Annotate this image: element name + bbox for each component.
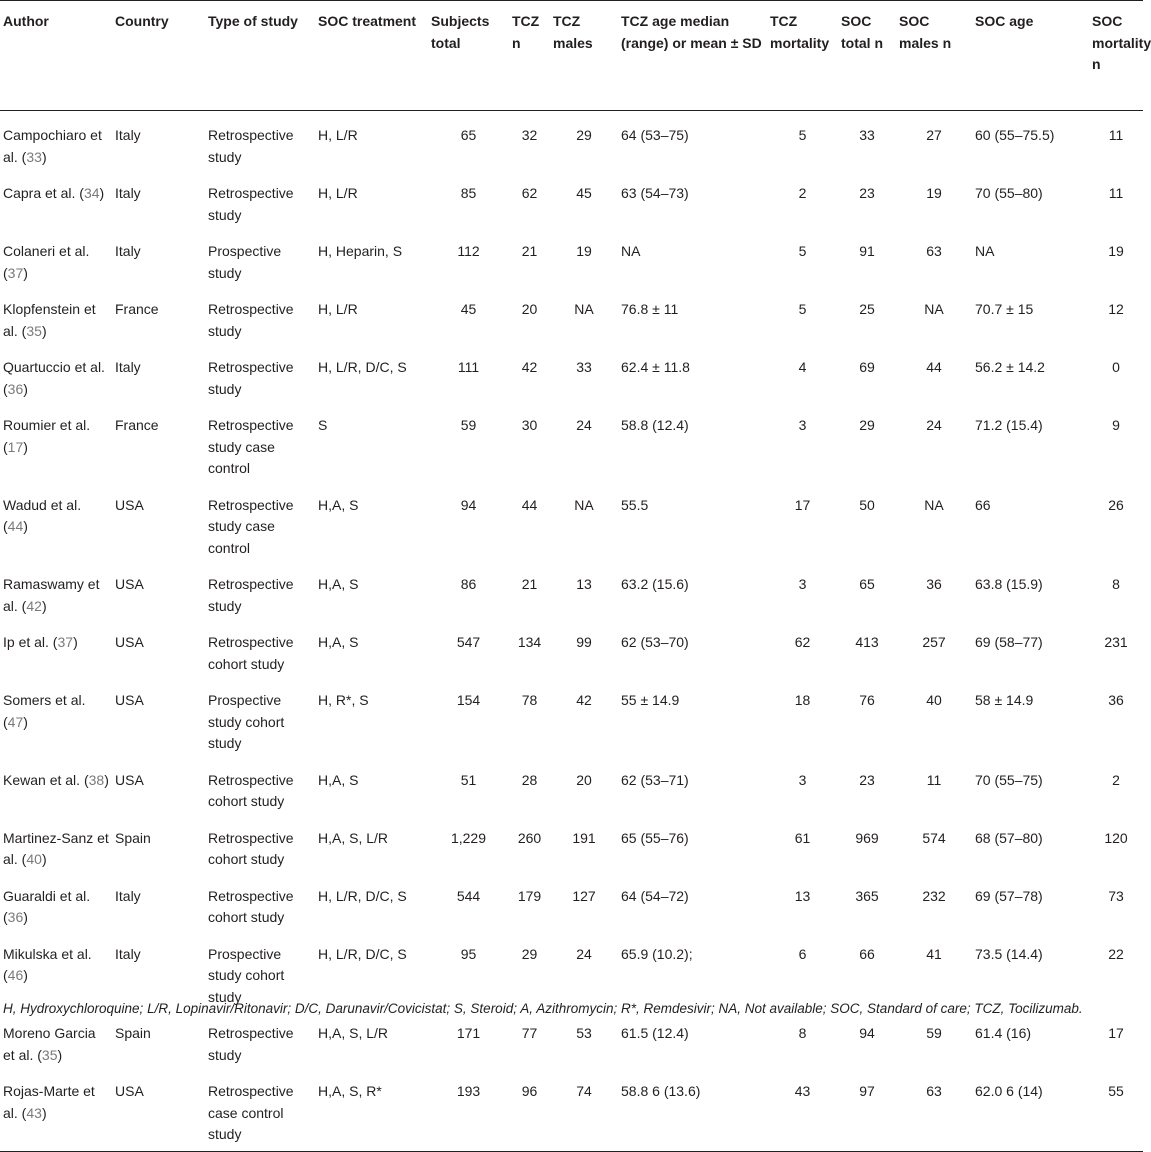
tcz-n-cell: 29 bbox=[521, 945, 538, 962]
tcz-n-cell: 30 bbox=[521, 417, 538, 433]
author-name: Wadud et al. bbox=[3, 496, 82, 513]
soc-males-cell: 232 bbox=[922, 887, 946, 904]
tcz-age-cell: 65 (55–76) bbox=[621, 829, 689, 846]
subjects-cell: 86 bbox=[460, 576, 477, 592]
author-cell: Somers et al. (47) bbox=[3, 692, 86, 730]
soc-n-cell: 969 bbox=[855, 829, 879, 846]
tcz-males-cell: 13 bbox=[576, 576, 592, 592]
tcz-age-cell: 76.8 ± 11 bbox=[621, 301, 679, 317]
tcz-males-cell: 24 bbox=[576, 945, 592, 962]
tcz-age-cell: 63 (54–73) bbox=[621, 185, 689, 201]
tcz-males-cell: 33 bbox=[576, 359, 592, 375]
table-row bbox=[0, 622, 1143, 680]
author-cell: Martinez-Sanz et al. (40) bbox=[3, 829, 109, 867]
tcz-age-cell: 64 (54–72) bbox=[621, 887, 689, 904]
soc-treatment-cell: H, L/R bbox=[318, 185, 358, 201]
type-cell: Prospective study cohort study bbox=[208, 945, 285, 1005]
tcz-mortality-cell: 3 bbox=[798, 417, 807, 433]
column-header: TCZ males bbox=[550, 1, 618, 111]
soc-mortality-cell: 11 bbox=[1108, 185, 1124, 201]
soc-age-cell: 70.7 ± 15 bbox=[975, 301, 1034, 317]
reference-link[interactable]: 42 bbox=[26, 597, 42, 614]
soc-mortality-cell: 2 bbox=[1112, 771, 1120, 788]
soc-mortality-cell: 73 bbox=[1108, 887, 1124, 904]
soc-age-cell: 73.5 (14.4) bbox=[975, 945, 1043, 962]
author-name: Guaraldi et al. bbox=[3, 887, 91, 904]
table-row bbox=[0, 347, 1143, 405]
tcz-age-cell: 55.5 bbox=[621, 496, 649, 513]
soc-n-cell: 50 bbox=[859, 496, 875, 513]
author-cell: Campochiaro et al. (33) bbox=[3, 127, 102, 165]
column-header: SOC age bbox=[972, 1, 1089, 111]
soc-males-cell: NA bbox=[924, 301, 944, 317]
soc-males-cell: 59 bbox=[926, 1025, 942, 1041]
type-cell: Retrospective study case control bbox=[208, 496, 294, 556]
soc-age-cell: 63.8 (15.9) bbox=[975, 576, 1043, 592]
country-cell: USA bbox=[115, 496, 144, 513]
subjects-cell: 171 bbox=[456, 1025, 481, 1041]
subjects-cell: 94 bbox=[460, 496, 477, 513]
reference-link[interactable]: 37 bbox=[7, 264, 24, 281]
soc-males-cell: 36 bbox=[926, 576, 942, 592]
column-header: SOC mortality n bbox=[1089, 1, 1143, 111]
tcz-males-cell: 29 bbox=[576, 127, 592, 143]
reference-link[interactable]: 46 bbox=[7, 967, 24, 983]
subjects-cell: 112 bbox=[457, 243, 480, 259]
author-name: Quartuccio et al. bbox=[3, 359, 105, 375]
soc-n-cell: 66 bbox=[859, 945, 875, 962]
subjects-cell: 544 bbox=[456, 887, 481, 904]
country-cell: Spain bbox=[115, 1025, 151, 1041]
subjects-cell: 547 bbox=[456, 634, 481, 650]
tcz-n-cell: 21 bbox=[521, 576, 538, 592]
soc-treatment-cell: H,A, S, L/R bbox=[318, 1025, 389, 1041]
tcz-age-cell: 58.8 6 (13.6) bbox=[618, 1071, 767, 1151]
soc-age-cell: NA bbox=[975, 243, 995, 259]
reference-link[interactable]: 37 bbox=[57, 634, 74, 650]
soc-mortality-cell: 8 bbox=[1112, 576, 1120, 592]
table-row bbox=[0, 289, 1143, 347]
subjects-cell: 59 bbox=[460, 417, 477, 433]
tcz-males-cell: 99 bbox=[576, 634, 592, 650]
soc-mortality-cell: 120 bbox=[1104, 829, 1128, 846]
table-header-row bbox=[0, 1, 1143, 111]
soc-mortality-cell: 11 bbox=[1108, 127, 1124, 143]
soc-mortality-cell: 0 bbox=[1112, 359, 1120, 375]
author-name: Rojas-Marte et al. bbox=[3, 1083, 95, 1121]
tcz-n-cell: 32 bbox=[521, 127, 538, 143]
tcz-males-cell: 74 bbox=[550, 1071, 618, 1151]
author-cell: Roumier et al. (17) bbox=[3, 417, 91, 455]
reference-link[interactable]: 43 bbox=[26, 1104, 42, 1121]
type-cell: Retrospective study bbox=[208, 185, 294, 223]
tcz-age-cell: 61.5 (12.4) bbox=[621, 1025, 689, 1041]
soc-mortality-cell: 22 bbox=[1108, 945, 1124, 962]
soc-n-cell: 29 bbox=[859, 417, 875, 433]
subjects-cell: 111 bbox=[457, 359, 480, 375]
soc-age-cell: 61.4 (16) bbox=[975, 1025, 1032, 1041]
tcz-males-cell: 45 bbox=[576, 185, 592, 201]
soc-males-cell: 19 bbox=[926, 185, 942, 201]
soc-n-cell: 94 bbox=[859, 1025, 875, 1041]
table-row bbox=[0, 680, 1143, 760]
author-name: Ramaswamy et al. bbox=[3, 576, 100, 614]
soc-n-cell: 25 bbox=[859, 301, 875, 317]
type-cell: Retrospective cohort study bbox=[208, 887, 294, 925]
table-row bbox=[0, 111, 1143, 174]
author-name: Ip et al. bbox=[3, 634, 49, 650]
reference-link[interactable]: 47 bbox=[7, 713, 24, 730]
soc-males-cell: 63 bbox=[896, 1071, 972, 1151]
table-body bbox=[0, 111, 1143, 1152]
author-name: Kewan et al. bbox=[3, 771, 81, 788]
author-name: Martinez-Sanz et al. bbox=[3, 829, 109, 867]
soc-age-cell: 66 bbox=[975, 496, 991, 513]
tcz-n-cell: 179 bbox=[517, 887, 542, 904]
soc-males-cell: 40 bbox=[926, 692, 942, 708]
soc-treatment-cell: H, L/R, D/C, S bbox=[318, 359, 407, 375]
type-cell: Prospective study bbox=[208, 243, 282, 281]
tcz-males-cell: 24 bbox=[576, 417, 592, 433]
country-cell: USA bbox=[115, 771, 144, 788]
reference-link[interactable]: 34 bbox=[83, 185, 100, 201]
type-cell: Retrospective study bbox=[208, 359, 294, 397]
soc-n-cell: 65 bbox=[859, 576, 875, 592]
country-cell: Italy bbox=[115, 945, 141, 962]
subjects-cell: 95 bbox=[460, 945, 477, 962]
soc-males-cell: 574 bbox=[922, 829, 946, 846]
tcz-age-cell: 62 (53–70) bbox=[621, 634, 689, 650]
soc-treatment-cell: H, L/R, D/C, S bbox=[318, 887, 407, 904]
reference-link[interactable]: 36 bbox=[7, 909, 24, 925]
tcz-age-cell: 62.4 ± 11.8 bbox=[621, 359, 690, 375]
soc-males-cell: 63 bbox=[926, 243, 942, 259]
reference-link[interactable]: 33 bbox=[26, 148, 42, 165]
tcz-mortality-cell: 13 bbox=[794, 887, 811, 904]
tcz-males-cell: 191 bbox=[572, 829, 596, 846]
soc-mortality-cell: 19 bbox=[1108, 243, 1124, 259]
subjects-cell: 51 bbox=[460, 771, 477, 788]
subjects-cell: 85 bbox=[460, 185, 477, 201]
soc-males-cell: 257 bbox=[922, 634, 946, 650]
tcz-mortality-cell: 2 bbox=[798, 185, 807, 201]
tcz-age-cell: 55 ± 14.9 bbox=[621, 692, 680, 708]
country-cell: Italy bbox=[115, 887, 141, 904]
table-row bbox=[0, 231, 1143, 289]
tcz-males-cell: 19 bbox=[576, 243, 592, 259]
tcz-mortality-cell: 17 bbox=[794, 496, 811, 513]
author-name: Campochiaro et al. bbox=[3, 127, 102, 165]
tcz-age-cell: NA bbox=[621, 243, 641, 259]
reference-link[interactable]: 36 bbox=[7, 380, 24, 397]
author-cell: Quartuccio et al. (36) bbox=[3, 359, 105, 397]
table-row bbox=[0, 1071, 1143, 1151]
soc-n-cell: 365 bbox=[855, 887, 879, 904]
tcz-mortality-cell: 5 bbox=[798, 243, 807, 259]
soc-males-cell: 11 bbox=[926, 771, 942, 788]
soc-n-cell: 23 bbox=[859, 185, 875, 201]
author-name: Colaneri et al. bbox=[3, 243, 90, 259]
tcz-mortality-cell: 61 bbox=[794, 829, 811, 846]
country-cell: Italy bbox=[115, 243, 141, 259]
table-footnote: H, Hydroxychloroquine; L/R, Lopinavir/Ritonavir; D/C, Darunavir/Covicistat; S, Steroid; A, Azithromycin; R*, Remdesivir; NA, Not available; SOC, Standard of care; TCZ, Tocilizumab. bbox=[3, 1001, 1083, 1016]
tcz-n-cell: 42 bbox=[521, 359, 538, 375]
tcz-n-cell: 20 bbox=[521, 301, 538, 317]
soc-age-cell: 62.0 6 (14) bbox=[972, 1071, 1089, 1151]
tcz-males-cell: NA bbox=[574, 496, 594, 513]
soc-treatment-cell: H, L/R bbox=[318, 127, 358, 143]
column-header: Author bbox=[0, 1, 112, 111]
subjects-cell: 193 bbox=[428, 1071, 509, 1151]
country-cell: USA bbox=[112, 1071, 205, 1151]
tcz-mortality-cell: 43 bbox=[767, 1071, 838, 1151]
soc-age-cell: 60 (55–75.5) bbox=[975, 127, 1055, 143]
table-row bbox=[0, 760, 1143, 818]
soc-treatment-cell: H,A, S, R* bbox=[315, 1071, 428, 1151]
country-cell: USA bbox=[115, 576, 144, 592]
table-row bbox=[0, 485, 1143, 565]
type-cell: Retrospective study case control bbox=[208, 417, 294, 476]
soc-age-cell: 70 (55–75) bbox=[975, 771, 1043, 788]
country-cell: USA bbox=[115, 634, 144, 650]
reference-link[interactable]: 44 bbox=[7, 518, 24, 534]
author-cell: Wadud et al. (44) bbox=[3, 496, 82, 534]
author-name: Mikulska et al. bbox=[3, 945, 92, 962]
soc-treatment-cell: H, R*, S bbox=[318, 692, 369, 708]
column-header: Type of study bbox=[205, 1, 315, 111]
soc-treatment-cell: S bbox=[318, 417, 328, 433]
column-header: TCZ age median (range) or mean ± SD bbox=[618, 1, 767, 111]
soc-n-cell: 33 bbox=[859, 127, 875, 143]
author-cell: Rojas-Marte et al. (43) bbox=[0, 1071, 112, 1151]
soc-treatment-cell: H, L/R bbox=[318, 301, 358, 317]
column-header: SOC treatment bbox=[315, 1, 428, 111]
tcz-n-cell: 62 bbox=[521, 185, 538, 201]
country-cell: France bbox=[115, 417, 159, 433]
author-cell: Ramaswamy et al. (42) bbox=[3, 576, 100, 614]
type-cell: Retrospective study bbox=[208, 301, 294, 339]
soc-treatment-cell: H,A, S bbox=[318, 634, 359, 650]
soc-age-cell: 71.2 (15.4) bbox=[975, 417, 1043, 433]
tcz-males-cell: 20 bbox=[576, 771, 592, 788]
soc-age-cell: 69 (58–77) bbox=[975, 634, 1043, 650]
type-cell: Retrospective case control study bbox=[205, 1071, 315, 1151]
tcz-n-cell: 96 bbox=[509, 1071, 550, 1151]
country-cell: Spain bbox=[115, 829, 151, 846]
soc-n-cell: 91 bbox=[859, 243, 875, 259]
tcz-males-cell: 127 bbox=[572, 887, 596, 904]
column-header: Country bbox=[112, 1, 205, 111]
table-row bbox=[0, 876, 1143, 934]
author-cell: Ip et al. (37) bbox=[3, 634, 78, 650]
tcz-males-cell: 53 bbox=[576, 1025, 592, 1041]
country-cell: USA bbox=[115, 692, 144, 708]
tcz-age-cell: 62 (53–71) bbox=[621, 771, 689, 788]
tcz-n-cell: 78 bbox=[521, 692, 538, 708]
tcz-males-cell: 42 bbox=[576, 692, 592, 708]
tcz-n-cell: 134 bbox=[517, 634, 542, 650]
soc-mortality-cell: 231 bbox=[1104, 634, 1128, 650]
author-cell: Colaneri et al. (37) bbox=[3, 243, 90, 281]
author-name: Capra et al. bbox=[3, 185, 76, 201]
author-cell: Capra et al. (34) bbox=[3, 185, 105, 201]
soc-males-cell: 24 bbox=[926, 417, 942, 433]
column-header: SOC total n bbox=[838, 1, 896, 111]
country-cell: France bbox=[115, 301, 159, 317]
column-header: Subjects total bbox=[428, 1, 509, 111]
author-cell: Kewan et al. (38) bbox=[3, 771, 109, 788]
reference-link[interactable]: 40 bbox=[26, 851, 42, 867]
author-name: Somers et al. bbox=[3, 692, 86, 708]
country-cell: Italy bbox=[115, 359, 141, 375]
soc-mortality-cell: 55 bbox=[1089, 1071, 1143, 1151]
reference-link[interactable]: 17 bbox=[7, 438, 24, 455]
tcz-n-cell: 44 bbox=[521, 496, 538, 513]
tcz-age-cell: 65.9 (10.2); bbox=[621, 945, 693, 962]
soc-n-cell: 97 bbox=[838, 1071, 896, 1151]
tcz-mortality-cell: 3 bbox=[798, 576, 807, 592]
soc-males-cell: 44 bbox=[926, 359, 942, 375]
subjects-cell: 154 bbox=[456, 692, 481, 708]
tcz-age-cell: 63.2 (15.6) bbox=[621, 576, 689, 592]
soc-age-cell: 58 ± 14.9 bbox=[975, 692, 1034, 708]
soc-males-cell: 41 bbox=[926, 945, 942, 962]
type-cell: Retrospective cohort study bbox=[208, 771, 294, 809]
soc-age-cell: 56.2 ± 14.2 bbox=[975, 359, 1045, 375]
type-cell: Retrospective study bbox=[208, 576, 294, 614]
soc-age-cell: 70 (55–80) bbox=[975, 185, 1043, 201]
subjects-cell: 1,229 bbox=[450, 829, 487, 846]
type-cell: Retrospective study bbox=[208, 1025, 294, 1063]
soc-n-cell: 69 bbox=[859, 359, 875, 375]
table-row bbox=[0, 173, 1143, 231]
table-row bbox=[0, 405, 1143, 485]
soc-mortality-cell: 26 bbox=[1108, 496, 1124, 513]
tcz-mortality-cell: 5 bbox=[798, 301, 807, 317]
reference-link[interactable]: 38 bbox=[88, 771, 105, 788]
table-row bbox=[0, 564, 1143, 622]
column-header: TCZ n bbox=[509, 1, 550, 111]
tcz-n-cell: 77 bbox=[521, 1025, 538, 1041]
subjects-cell: 65 bbox=[460, 127, 477, 143]
soc-males-cell: NA bbox=[924, 496, 944, 513]
type-cell: Retrospective study bbox=[208, 127, 294, 165]
tcz-n-cell: 260 bbox=[517, 829, 542, 846]
soc-n-cell: 76 bbox=[859, 692, 875, 708]
type-cell: Retrospective cohort study bbox=[208, 634, 294, 672]
soc-n-cell: 413 bbox=[855, 634, 879, 650]
tcz-mortality-cell: 8 bbox=[798, 1025, 807, 1041]
soc-n-cell: 23 bbox=[859, 771, 875, 788]
tcz-mortality-cell: 5 bbox=[798, 127, 807, 143]
author-name: Klopfenstein et al. bbox=[3, 301, 96, 339]
column-header: SOC males n bbox=[896, 1, 972, 111]
author-cell: Mikulska et al. (46) bbox=[3, 945, 92, 983]
tcz-males-cell: NA bbox=[574, 301, 594, 317]
author-name: Roumier et al. bbox=[3, 417, 91, 433]
country-cell: Italy bbox=[115, 185, 141, 201]
tcz-n-cell: 28 bbox=[521, 771, 538, 788]
author-cell: Klopfenstein et al. (35) bbox=[3, 301, 96, 339]
author-name: Moreno Garcia et al. bbox=[3, 1025, 96, 1063]
soc-males-cell: 27 bbox=[926, 127, 942, 143]
soc-treatment-cell: H, Heparin, S bbox=[318, 243, 403, 259]
soc-mortality-cell: 12 bbox=[1108, 301, 1124, 317]
tcz-mortality-cell: 3 bbox=[798, 771, 807, 788]
soc-treatment-cell: H,A, S, L/R bbox=[318, 829, 389, 846]
reference-link[interactable]: 35 bbox=[26, 322, 42, 339]
tcz-age-cell: 58.8 (12.4) bbox=[621, 417, 689, 433]
tcz-mortality-cell: 62 bbox=[794, 634, 811, 650]
tcz-mortality-cell: 6 bbox=[798, 945, 807, 962]
soc-treatment-cell: H, L/R, D/C, S bbox=[318, 945, 407, 962]
country-cell: Italy bbox=[115, 127, 141, 143]
tcz-mortality-cell: 4 bbox=[798, 359, 807, 375]
tcz-age-cell: 64 (53–75) bbox=[621, 127, 689, 143]
type-cell: Prospective study cohort study bbox=[208, 692, 285, 751]
reference-link[interactable]: 35 bbox=[41, 1046, 58, 1063]
soc-mortality-cell: 36 bbox=[1108, 692, 1124, 708]
soc-mortality-cell: 17 bbox=[1108, 1025, 1124, 1041]
tcz-mortality-cell: 18 bbox=[794, 692, 811, 708]
author-cell: Guaraldi et al. (36) bbox=[3, 887, 91, 925]
soc-age-cell: 68 (57–80) bbox=[975, 829, 1043, 846]
soc-treatment-cell: H,A, S bbox=[318, 771, 359, 788]
column-header: TCZ mortality bbox=[767, 1, 838, 111]
soc-treatment-cell: H,A, S bbox=[318, 496, 359, 513]
table-row bbox=[0, 1013, 1143, 1071]
table-row bbox=[0, 818, 1143, 876]
soc-mortality-cell: 9 bbox=[1112, 417, 1120, 433]
subjects-cell: 45 bbox=[460, 301, 477, 317]
soc-age-cell: 69 (57–78) bbox=[975, 887, 1043, 904]
type-cell: Retrospective cohort study bbox=[208, 829, 294, 867]
tcz-n-cell: 21 bbox=[521, 243, 538, 259]
author-cell: Moreno Garcia et al. (35) bbox=[3, 1025, 96, 1063]
soc-treatment-cell: H,A, S bbox=[318, 576, 359, 592]
